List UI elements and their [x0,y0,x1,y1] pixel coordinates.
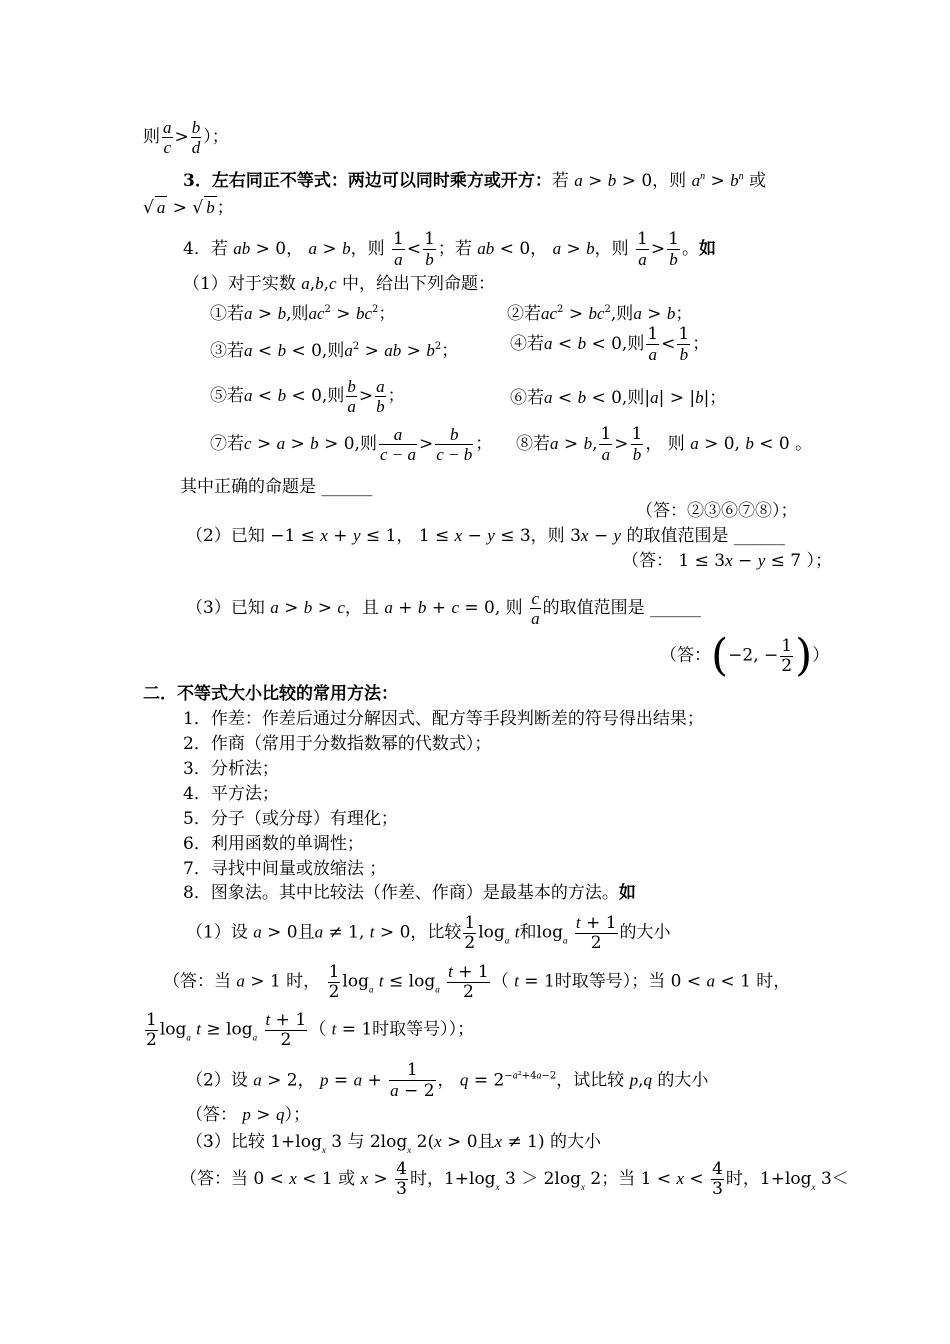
proposition-6: ⑥若a < b < 0,则|a| > |b|； [510,388,727,408]
example-3: （3）已知 a > b > c，且 a + b + c = 0, 则 $\frac{c}{a}$ 的取值范围是 ______ [186,589,701,628]
method-2: 2．作商（常用于分数指数幂的代数式）； [183,734,492,754]
example-1-intro: （1）对于实数 a,b,c 中，给出下列命题： [183,274,495,294]
proposition-1: ①若a > b,则$ac^2 > bc^2$； [210,304,396,324]
compare-example-1: （1）设 a > 0且a ≠ 1, t > 0，比较 $\frac{1}{2}$ $\log_a t$和$\log_a$ $\frac{t + 1}{2}$ 的大小 [186,912,671,953]
answer-2: （答： 1 ≤ 3x − y ≤ 7 ）； [622,551,833,571]
method-5: 5．分子（或分母）有理化； [183,809,398,829]
answer-1: （答：②③⑥⑦⑧）； [636,501,798,521]
proposition-3: ③若a < b < 0,则$a^2$ > ab > $b^2$； [210,341,459,361]
method-3: 3．分析法； [183,759,279,779]
method-8: 8．图象法。其中比较法（作差、作商）是最基本的方法。如 [183,883,636,903]
compare-example-3: （3）比较 $1+\log_x$ 3 与 $2\log_x$ 2(x > 0且x ≠ 1) 的大小 [186,1132,601,1155]
proposition-2: ②若$ac^2 > bc^2$,则a > b； [507,304,693,324]
compare-answer-2: （答： p > q）； [186,1105,310,1125]
line-conclusion-fraction: 则 $\frac{a}{c}$ > $\frac{b}{d}$ ）； [143,118,229,157]
compare-example-2: （2）设 a > 2， p = a + $\frac{1}{a - 2}$ ， $q = 2^{-a^2+4a-2}$，试比较 p,q 的大小 [186,1060,709,1101]
answer-3: （答：(−2, − $\frac{1}{2}$ )） [660,630,830,681]
rule-3-same-positive: 3．左右同正不等式：两边可以同时乘方或开方：若 a > b > 0，则 $a^n > b^n$ 或 [183,171,767,191]
section-2-heading: 二．不等式大小比较的常用方法： [143,684,398,704]
proposition-8: ⑧若a > b, $\frac{1}{a}$ > $\frac{1}{b}$ ， 则 a > 0, b < 0 。 [516,424,813,464]
rule-4-reciprocal: 4．若 ab > 0， a > b，则 $\frac{1}{a}$ < $\frac{1}{b}$ ；若 ab < 0， a > b，则 $\frac{1}{a}$ > $\frac{1}{b}$ 。如 [183,229,716,269]
method-7: 7．寻找中间量或放缩法 ； [183,859,387,879]
proposition-7: ⑦若c > a > b > 0,则 $\frac{a}{c - a}$ > $\frac{b}{c - b}$ ； [210,425,493,464]
method-6: 6．利用函数的单调性； [183,834,364,854]
compare-answer-1b: $\frac{1}{2}$ $\log_a t \ge \log_a$ $\frac{t + 1}{2}$ （ t = 1时取等号））； [146,1009,475,1050]
proposition-5: ⑤若a < b < 0,则 $\frac{b}{a}$ > $\frac{a}{b}$ ； [210,377,405,416]
compare-answer-1a: （答：当 a > 1 时， $\frac{1}{2}$ $\log_a t \le \log_a$ $\frac{t + 1}{2}$ （ t = 1时取等号）；当 0 < a < 1 时， [163,961,791,1002]
proposition-4: ④若a < b < 0,则 $\frac{1}{a}$ < $\frac{1}{b}$ ； [510,324,710,364]
method-4: 4．平方法； [183,784,279,804]
compare-answer-3: （答：当 0 < x < 1 或 x > $\frac{4}{3}$ 时，$1+\log_x$ $3 > 2\log_x$ 2；当 1 < x < $\frac{4}{3}$ 时，$1+\log_x$ 3＜ [180,1159,849,1199]
example-2: （2）已知 −1 ≤ x + y ≤ 1， 1 ≤ x − y ≤ 3，则 3x − y 的取值范围是 ______ [186,526,785,546]
method-1: 1．作差：作差后通过分解因式、配方等手段判断差的符号得出结果； [183,709,704,729]
rule-3-sqrt: √ a > √ b ； [143,198,234,218]
question-correct-propositions: 其中正确的命题是 ______ [180,477,373,497]
